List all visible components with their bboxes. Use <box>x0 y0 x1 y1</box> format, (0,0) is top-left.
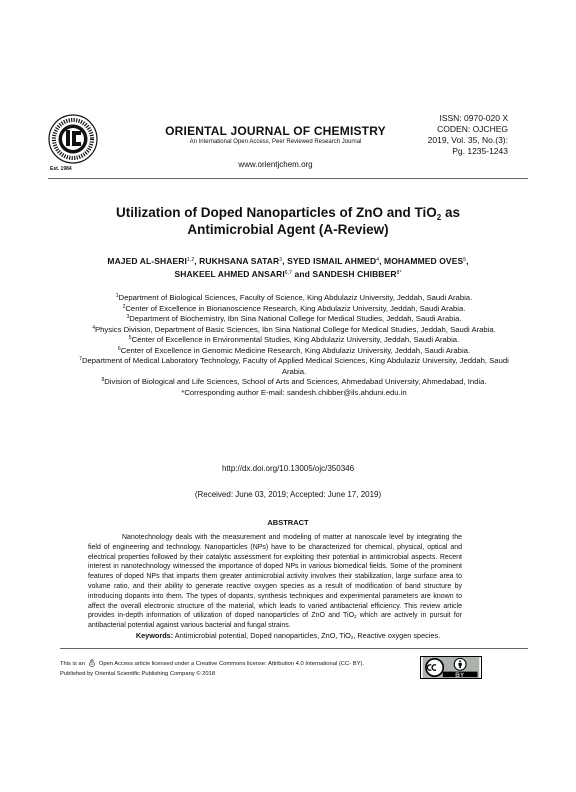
keywords-text: Antimicrobial potential, Doped nanoparticles, ZnO, TiO <box>173 631 351 640</box>
title-line-2: Antimicrobial Agent (A-Review) <box>187 222 389 237</box>
author-affiliation-marker: 3 <box>279 257 283 263</box>
affiliation-item <box>62 377 526 388</box>
header-divider <box>48 178 528 179</box>
author-name: SANDESH CHIBBER <box>312 269 397 279</box>
journal-url[interactable]: www.orientjchem.org <box>238 160 313 169</box>
license-line <box>60 659 400 669</box>
doi-link[interactable]: http://dx.doi.org/10.13005/ojc/350346 <box>221 464 355 473</box>
affiliation-marker: 3 <box>126 314 130 320</box>
affiliation-marker: 8 <box>101 377 105 383</box>
corresponding-author: *Corresponding author E-mail: sandesh.chibber@ils.ahduni.edu.in <box>181 387 407 397</box>
affiliation-text: Department of Medical Laboratory Technology, Faculty of Applied Medical Sciences, King Abdulaziz University, Jeddah, Saudi Arabia. <box>81 356 509 376</box>
open-access-icon <box>88 659 96 667</box>
affiliation-marker: 6 <box>117 345 121 352</box>
title-part-1: Utilization of Doped Nanoparticles of ZnO and TiO <box>116 205 437 220</box>
volume-issue: 2019, Vol. 35, No.(3): <box>427 135 508 145</box>
title-part-2: as <box>441 205 460 220</box>
author-affiliation-marker: 4 <box>376 257 380 263</box>
keywords-text-end: , Reactive oxygen species. <box>353 631 441 640</box>
license-notice <box>60 659 400 679</box>
affiliation-text: Physics Division, Department of Basic Sciences, Ibn Sina National College for Medical Studies, Jeddah, Saudi Arabia. <box>94 324 496 334</box>
author-affiliation-marker: 8* <box>396 270 402 276</box>
affiliation-text: Department of Biological Sciences, Faculty of Science, King Abdulaziz University, Jeddah, Saudi Arabia. <box>118 293 473 302</box>
coden: CODEN: OJCHEG <box>437 124 508 134</box>
author-separator: and <box>292 269 313 279</box>
affiliation-marker: 7 <box>79 356 82 362</box>
journal-seal-icon <box>48 114 98 164</box>
received-accepted-dates: (Received: June 03, 2019; Accepted: June 17, 2019) <box>194 490 382 499</box>
affiliation-marker: 4 <box>92 324 95 331</box>
affiliation-item <box>62 335 526 346</box>
affiliation-list <box>62 293 526 398</box>
abstract-text-end: which are actively in pursuit for antibacterial potential against various bacterial and fungal strains. <box>88 612 463 630</box>
abstract-body <box>88 533 462 631</box>
affiliation-item <box>62 325 526 336</box>
issn-block <box>428 113 508 157</box>
author-separator: , <box>194 256 200 266</box>
affiliation-text: Center of Excellence in Bionanoscience Research, King Abdulaziz University, Jeddah, Saudi Arabia. <box>125 303 466 313</box>
author-name: MAJED AL-SHAERI <box>107 256 187 266</box>
author-separator: , <box>466 256 469 266</box>
affiliation-text: Department of Biochemistry, Ibn Sina National College for Medical Studies, Jeddah, Saudi Arabia. <box>129 314 462 323</box>
author-affiliation-marker: 1,2 <box>186 257 195 263</box>
author-affiliation-marker: 5 <box>463 257 467 263</box>
affiliation-text: Center of Excellence in Genomic Medicine Research, King Abdulaziz University, Jeddah, Saudi Arabia. <box>120 345 471 355</box>
affiliation-marker: 1 <box>115 293 119 299</box>
affiliation-marker: 5 <box>128 335 132 341</box>
keywords <box>48 631 528 640</box>
journal-title: ORIENTAL JOURNAL OF CHEMISTRY <box>165 124 386 138</box>
cc-by-badge-icon[interactable] <box>420 656 482 679</box>
affiliation-item <box>62 356 526 377</box>
keywords-label: Keywords: <box>135 631 174 640</box>
author-separator: , <box>282 256 288 266</box>
article-title <box>48 204 528 238</box>
author-affiliation-marker: 6,7 <box>284 270 293 276</box>
abstract-text: Nanotechnology deals with the measurement and modeling of matter at nanoscale level by integrating the field of engineering and technology. Nanoparticles (NPs) have to be characterized for chemical, physical, optical and electrical properties followed by their catalytic assessment for exploiting their potential in antimicrobial aspects. Recent interest in nanotechnology witnessed the importance of doped NPs in various biomedical fields. Some of the prominent features of doped NPs that imparts them greater antimicrobial activity involves their stabilization, large surface area to volume ratio, and their ability to generate reactive oxygen species as a result of modification of band structure by introducing dopants into them. The types of dopants, synthesis techniques and experimental parameters are known to affect the overall electronic structure of the material, which leads to varied antibacterial efficiency. This review article provides in-depth information of utilization of doped nanoparticles of ZnO and TiO <box>88 534 462 620</box>
issn: ISSN: 0970-020 X <box>439 113 508 123</box>
journal-subtitle: An International Open Access, Peer Reviewed Research Journal <box>189 139 362 145</box>
affiliation-text: Division of Biological and Life Sciences, School of Arts and Sciences, Ahmedabad University, Ahmedabad, India. <box>104 377 487 386</box>
established-label: Est. 1984 <box>50 166 72 172</box>
footer-divider <box>60 648 528 649</box>
abstract-subscript: 2 <box>354 614 357 620</box>
title-subscript: 2 <box>436 213 442 222</box>
abstract-heading: ABSTRACT <box>267 518 309 527</box>
affiliation-item <box>62 293 526 304</box>
affiliation-marker: 2 <box>122 303 126 310</box>
affiliation-item <box>62 314 526 325</box>
author-name: RUKHSANA SATAR <box>199 256 280 266</box>
license-text-pre: This is an <box>60 661 85 667</box>
author-name: MOHAMMED OVES <box>384 256 464 266</box>
page-range: Pg. 1235-1243 <box>452 146 508 156</box>
publisher-line: Published by Oriental Scientific Publishing Company © 2018 <box>60 671 216 677</box>
keywords-subscript: 2 <box>350 635 354 640</box>
author-name: SHAKEEL AHMED ANSARI <box>174 269 285 279</box>
author-separator: , <box>379 256 385 266</box>
license-text: Open Access article licensed under a Creative Commons license: Attribution 4.0 International (CC- BY). <box>98 661 364 667</box>
affiliation-item <box>62 346 526 357</box>
author-list <box>56 255 520 281</box>
affiliation-text: Center of Excellence in Environmental Studies, King Abdulaziz University, Jeddah, Saudi Arabia. <box>131 335 460 344</box>
author-name: SYED ISMAIL AHMED <box>287 256 377 266</box>
affiliation-item <box>62 304 526 315</box>
